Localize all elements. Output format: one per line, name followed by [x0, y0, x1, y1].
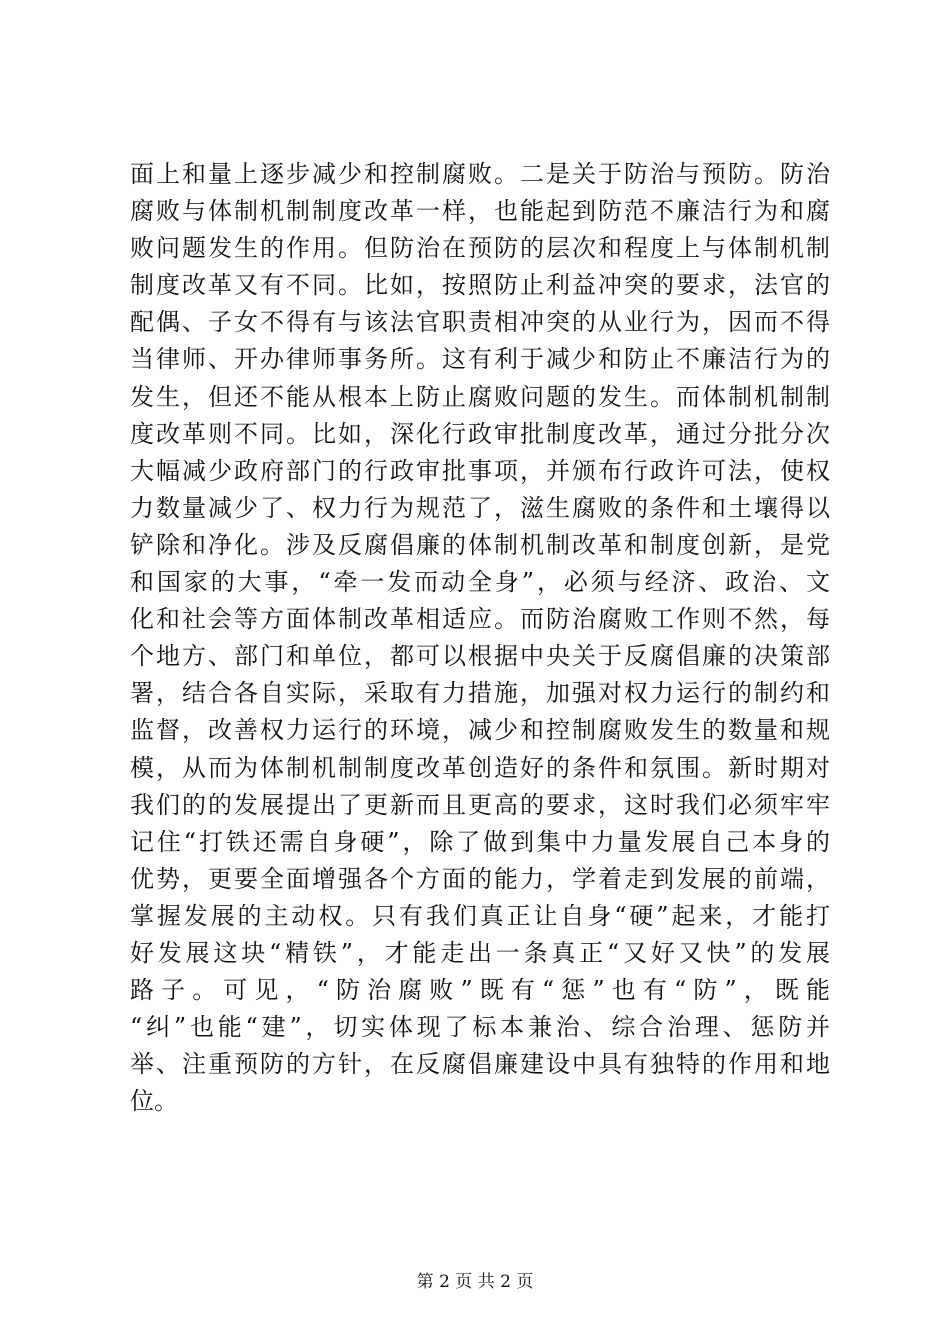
text-line: 制度改革又有不同。比如，按照防止利益冲突的要求，法官的 [130, 271, 830, 300]
text-line: 和国家的大事，“牵一发而动全身”，必须与经济、政治、文 [130, 568, 830, 597]
text-line: “纠”也能“建”，切实体现了标本兼治、综合治理、惩防并 [130, 1013, 830, 1042]
text-line: 面上和量上逐步减少和控制腐败。二是关于防治与预防。防治 [130, 160, 830, 188]
text-line: 当律师、开办律师事务所。这有利于减少和防止不廉洁行为的 [130, 345, 830, 374]
text-line: 优势，更要全面增强各个方面的能力，学着走到发展的前端， [130, 864, 830, 893]
text-line: 个地方、部门和单位，都可以根据中央关于反腐倡廉的决策部 [130, 642, 830, 671]
text-line: 发生，但还不能从根本上防止腐败问题的发生。而体制机制制 [130, 382, 830, 411]
text-line: 掌握发展的主动权。只有我们真正让自身“硬”起来，才能打 [130, 901, 830, 930]
text-line: 我们的的发展提出了更新而且更高的要求，这时我们必须牢牢 [130, 790, 830, 819]
text-line: 腐败与体制机制制度改革一样，也能起到防范不廉洁行为和腐 [130, 197, 830, 226]
text-line: 位。 [130, 1087, 178, 1116]
text-line: 化和社会等方面体制改革相适应。而防治腐败工作则不然，每 [130, 605, 830, 634]
text-line: 败问题发生的作用。但防治在预防的层次和程度上与体制机制 [130, 234, 830, 263]
text-line: 好发展这块“精铁”，才能走出一条真正“又好又快”的发展 [130, 938, 830, 967]
text-line: 举、注重预防的方针，在反腐倡廉建设中具有独特的作用和地 [130, 1050, 830, 1079]
text-line: 力数量减少了、权力行为规范了，滋生腐败的条件和土壤得以 [130, 493, 830, 522]
text-line: 监督，改善权力运行的环境，减少和控制腐败发生的数量和规 [130, 716, 830, 745]
text-line: 路子。可见，“防治腐败”既有“惩”也有“防”，既能 [130, 976, 830, 1005]
text-line: 度改革则不同。比如，深化行政审批制度改革，通过分批分次 [130, 419, 830, 448]
text-line: 铲除和净化。涉及反腐倡廉的体制机制改革和制度创新，是党 [130, 530, 830, 559]
text-line: 配偶、子女不得有与该法官职责相冲突的从业行为，因而不得 [130, 308, 830, 337]
text-line: 模，从而为体制机制制度改革创造好的条件和氛围。新时期对 [130, 753, 830, 782]
text-line: 署，结合各自实际，采取有力措施，加强对权力运行的制约和 [130, 679, 830, 708]
text-line: 大幅减少政府部门的行政审批事项，并颁布行政许可法，使权 [130, 456, 830, 485]
body-paragraph [130, 156, 830, 1120]
text-line: 记住“打铁还需自身硬”，除了做到集中力量发展自己本身的 [130, 827, 830, 856]
page-number-footer: 第 2 页 共 2 页 [416, 1272, 534, 1292]
